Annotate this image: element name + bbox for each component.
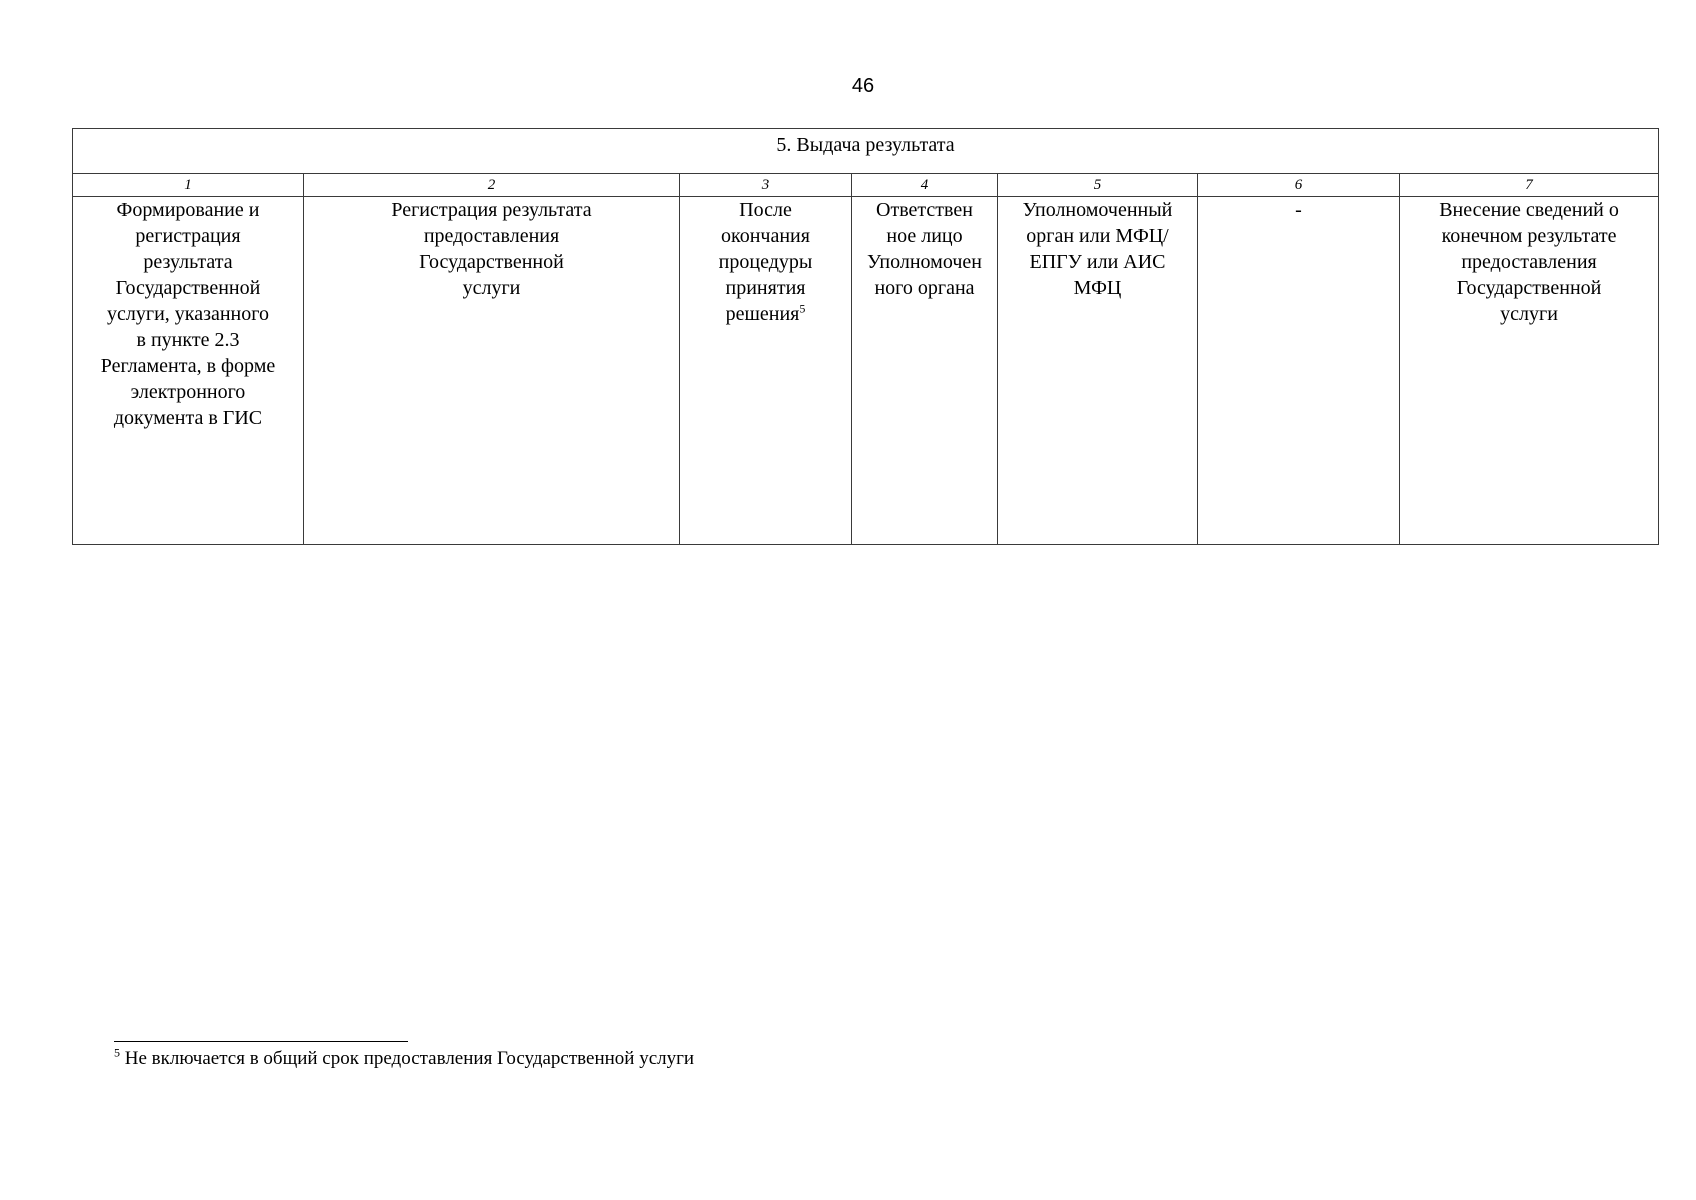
cell-line: услуги xyxy=(462,277,521,299)
column-number: 2 xyxy=(304,174,680,197)
cell-line: Формирование и xyxy=(116,199,260,221)
cell-line: предоставления xyxy=(423,225,560,247)
cell-line: в пункте 2.3 xyxy=(136,329,240,351)
cell-deadline xyxy=(680,197,852,545)
cell-criteria xyxy=(1198,197,1400,545)
cell-line: Государственной xyxy=(115,277,261,299)
table-row xyxy=(73,197,1659,545)
page-number: 46 xyxy=(851,75,875,97)
column-number: 1 xyxy=(73,174,304,197)
cell-line: окончания xyxy=(721,225,810,247)
cell-line: МФЦ xyxy=(1073,277,1122,299)
cell-line: предоставления xyxy=(1461,251,1597,273)
cell-line: процедуры xyxy=(718,251,813,273)
cell-line: После xyxy=(739,199,792,221)
footnote-text: Не включается в общий срок предоставления Государственной услуги xyxy=(120,1048,695,1069)
cell-line-with-footnote xyxy=(686,301,845,327)
cell-line: регистрация xyxy=(135,225,241,247)
cell-line: Уполномоченный xyxy=(1022,199,1173,221)
column-number: 7 xyxy=(1400,174,1659,197)
cell-line: услуги, указанного xyxy=(107,303,269,325)
cell-line: электронного xyxy=(130,381,246,403)
footnote-mark: 5 xyxy=(114,1045,120,1060)
cell-description xyxy=(304,197,680,545)
column-number: 3 xyxy=(680,174,852,197)
cell-responsible xyxy=(852,197,998,545)
footnote-reference: 5 xyxy=(799,301,806,316)
cell-line: результата xyxy=(143,251,233,273)
cell-line: Регистрация результата xyxy=(391,199,592,221)
cell-line: Внесение сведений о xyxy=(1439,199,1619,221)
cell-line: Ответствен xyxy=(876,199,973,221)
cell-location xyxy=(998,197,1198,545)
column-number-row xyxy=(73,174,1659,197)
column-number: 5 xyxy=(998,174,1198,197)
cell-line: орган или МФЦ/ xyxy=(1026,225,1169,247)
column-number: 4 xyxy=(852,174,998,197)
cell-line: - xyxy=(1295,199,1302,221)
cell-line: ное лицо xyxy=(886,225,963,247)
cell-line: Государственной xyxy=(1456,277,1602,299)
footnote xyxy=(114,1047,694,1071)
cell-line: решения xyxy=(725,303,800,325)
footnote-separator xyxy=(114,1041,408,1042)
procedure-table xyxy=(72,128,1659,545)
cell-line: документа в ГИС xyxy=(113,407,263,429)
cell-line: принятия xyxy=(725,277,806,299)
section-title: 5. Выдача результата xyxy=(73,129,1659,174)
cell-action xyxy=(73,197,304,545)
section-title-row xyxy=(73,129,1659,174)
cell-line: Государственной xyxy=(419,251,564,273)
cell-line: Уполномочен xyxy=(867,251,982,273)
cell-result xyxy=(1400,197,1659,545)
cell-line: Регламента, в форме xyxy=(100,355,276,377)
cell-line: ЕПГУ или АИС xyxy=(1029,251,1166,273)
cell-line: услуги xyxy=(1500,303,1558,325)
cell-line: ного органа xyxy=(874,277,975,299)
cell-line: конечном результате xyxy=(1441,225,1617,247)
column-number: 6 xyxy=(1198,174,1400,197)
